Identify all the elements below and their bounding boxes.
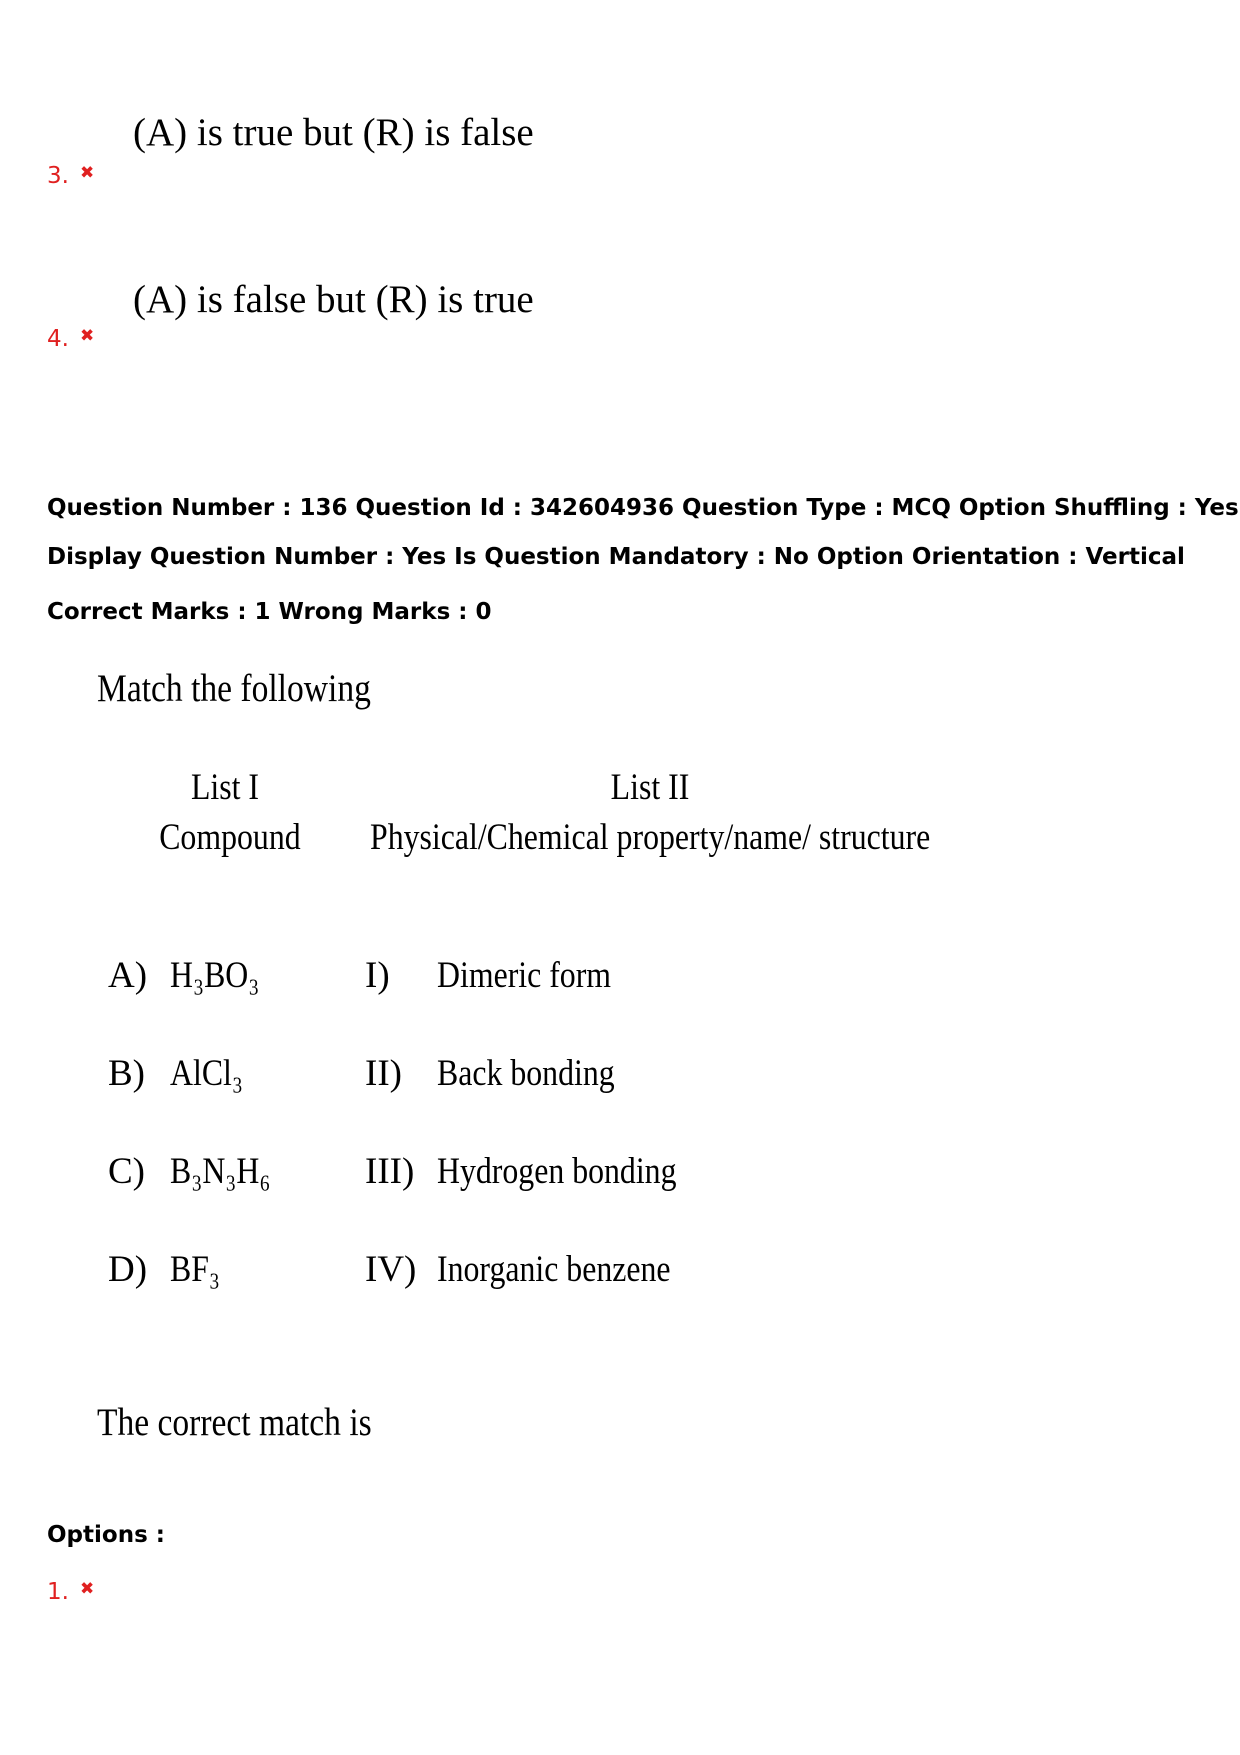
cross-icon: ✖ bbox=[80, 1579, 95, 1599]
row-roman: I) bbox=[365, 955, 390, 996]
question-meta-line-1: Question Number : 136 Question Id : 342604936 Question Type : MCQ Option Shuffling : Yes bbox=[47, 495, 1239, 521]
row-compound: AlCl₃ bbox=[170, 1053, 243, 1094]
option-text: (A) is true but (R) is false bbox=[133, 111, 534, 154]
list2-title: List II bbox=[610, 767, 690, 808]
list1-title: List I bbox=[190, 767, 260, 808]
options-label: Options : bbox=[47, 1522, 165, 1548]
row-letter: B) bbox=[108, 1053, 145, 1094]
cross-icon: ✖ bbox=[80, 326, 95, 346]
question-meta-line-3: Correct Marks : 1 Wrong Marks : 0 bbox=[47, 599, 492, 625]
row-letter: A) bbox=[108, 955, 148, 996]
option-number: 1. bbox=[47, 1579, 69, 1605]
row-compound: BF₃ bbox=[170, 1249, 221, 1290]
row-property: Inorganic benzene bbox=[437, 1249, 671, 1290]
row-roman: IV) bbox=[365, 1249, 417, 1290]
row-compound: H₃BO₃ bbox=[170, 955, 260, 996]
list2-subtitle: Physical/Chemical property/name/ structure bbox=[370, 817, 931, 858]
option-number: 3. bbox=[47, 163, 69, 189]
row-property: Back bonding bbox=[437, 1053, 615, 1094]
question-closing: The correct match is bbox=[97, 1401, 372, 1444]
question-intro: Match the following bbox=[97, 667, 371, 710]
row-roman: III) bbox=[365, 1151, 415, 1192]
row-letter: C) bbox=[108, 1151, 145, 1192]
cross-icon: ✖ bbox=[80, 163, 95, 183]
option-number: 4. bbox=[47, 326, 69, 352]
row-letter: D) bbox=[108, 1249, 148, 1290]
option-text: (A) is false but (R) is true bbox=[133, 278, 534, 321]
row-property: Hydrogen bonding bbox=[437, 1151, 677, 1192]
list1-subtitle: Compound bbox=[159, 817, 301, 858]
question-meta-line-2: Display Question Number : Yes Is Question Mandatory : No Option Orientation : Vertical bbox=[47, 544, 1185, 570]
row-property: Dimeric form bbox=[437, 955, 612, 996]
row-compound: B₃N₃H₆ bbox=[170, 1151, 271, 1192]
row-roman: II) bbox=[365, 1053, 402, 1094]
